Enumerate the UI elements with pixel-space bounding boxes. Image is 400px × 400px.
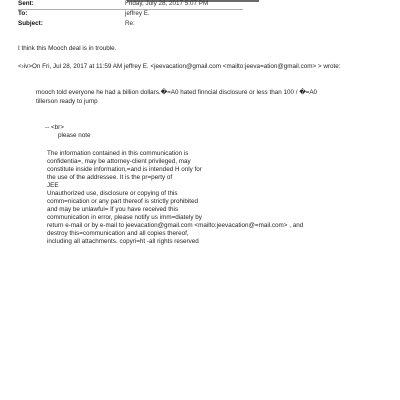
disclaimer-line: confidentia=, may be attorney-client privileged, may [47,158,191,165]
quote-intro: <›iv>On Fri, Jul 28, 2017 at 11:59 AM jeffrey E. <jeevacation@gmail.com <mailto:jeeva=ation@gmail.com> > wrote: [18,63,341,70]
quoted-line: mooch told everyone he had a billion dollars.�=A0 hated finncial disclosure or less than 100 / �=A0 [36,89,318,96]
disclaimer-line: including all attachments. copyri=ht -all rights reserved [47,238,199,245]
disclaimer-line: Unauthorized use, disclosure or copying of this [47,190,178,197]
disclaimer-line: return e-mail or by e-mail to jeevacation@gmail.com <mailto:jeevacation@=mail.com> , and [47,222,304,229]
disclaimer-line: destroy this=communication and all copies thereof, [47,230,189,237]
signature-please-note: please note [58,132,91,139]
disclaimer-line: JEE [47,182,59,189]
sent-value: Friday, July 28, 2017 5:07 PM [125,0,209,7]
signature-dash: -- <br> [45,124,64,131]
disclaimer-line: The information contained in this communication is [47,150,189,157]
quoted-line: tillerson ready to jump [36,98,98,105]
disclaimer-line: constitute inside information,=and is intended H only for [47,166,202,173]
disclaimer-line: communication in error, please notify us imm=diately by [47,214,202,221]
sent-label: Sent: [18,0,34,7]
to-value: jeffrey E. [125,10,150,17]
subject-value: Re: [125,20,135,27]
disclaimer-line: and may be unlawful= If you have received this [47,206,179,213]
disclaimer-line: comm=nication or any part thereof is strictly prohibited [47,198,199,205]
reply-text: I think this Mooch deal is in trouble. [18,45,117,52]
disclaimer-line: the use of the addressee. It is the pr=perty of [47,174,173,181]
subject-label: Subject: [18,20,43,27]
to-label: To: [18,10,28,17]
